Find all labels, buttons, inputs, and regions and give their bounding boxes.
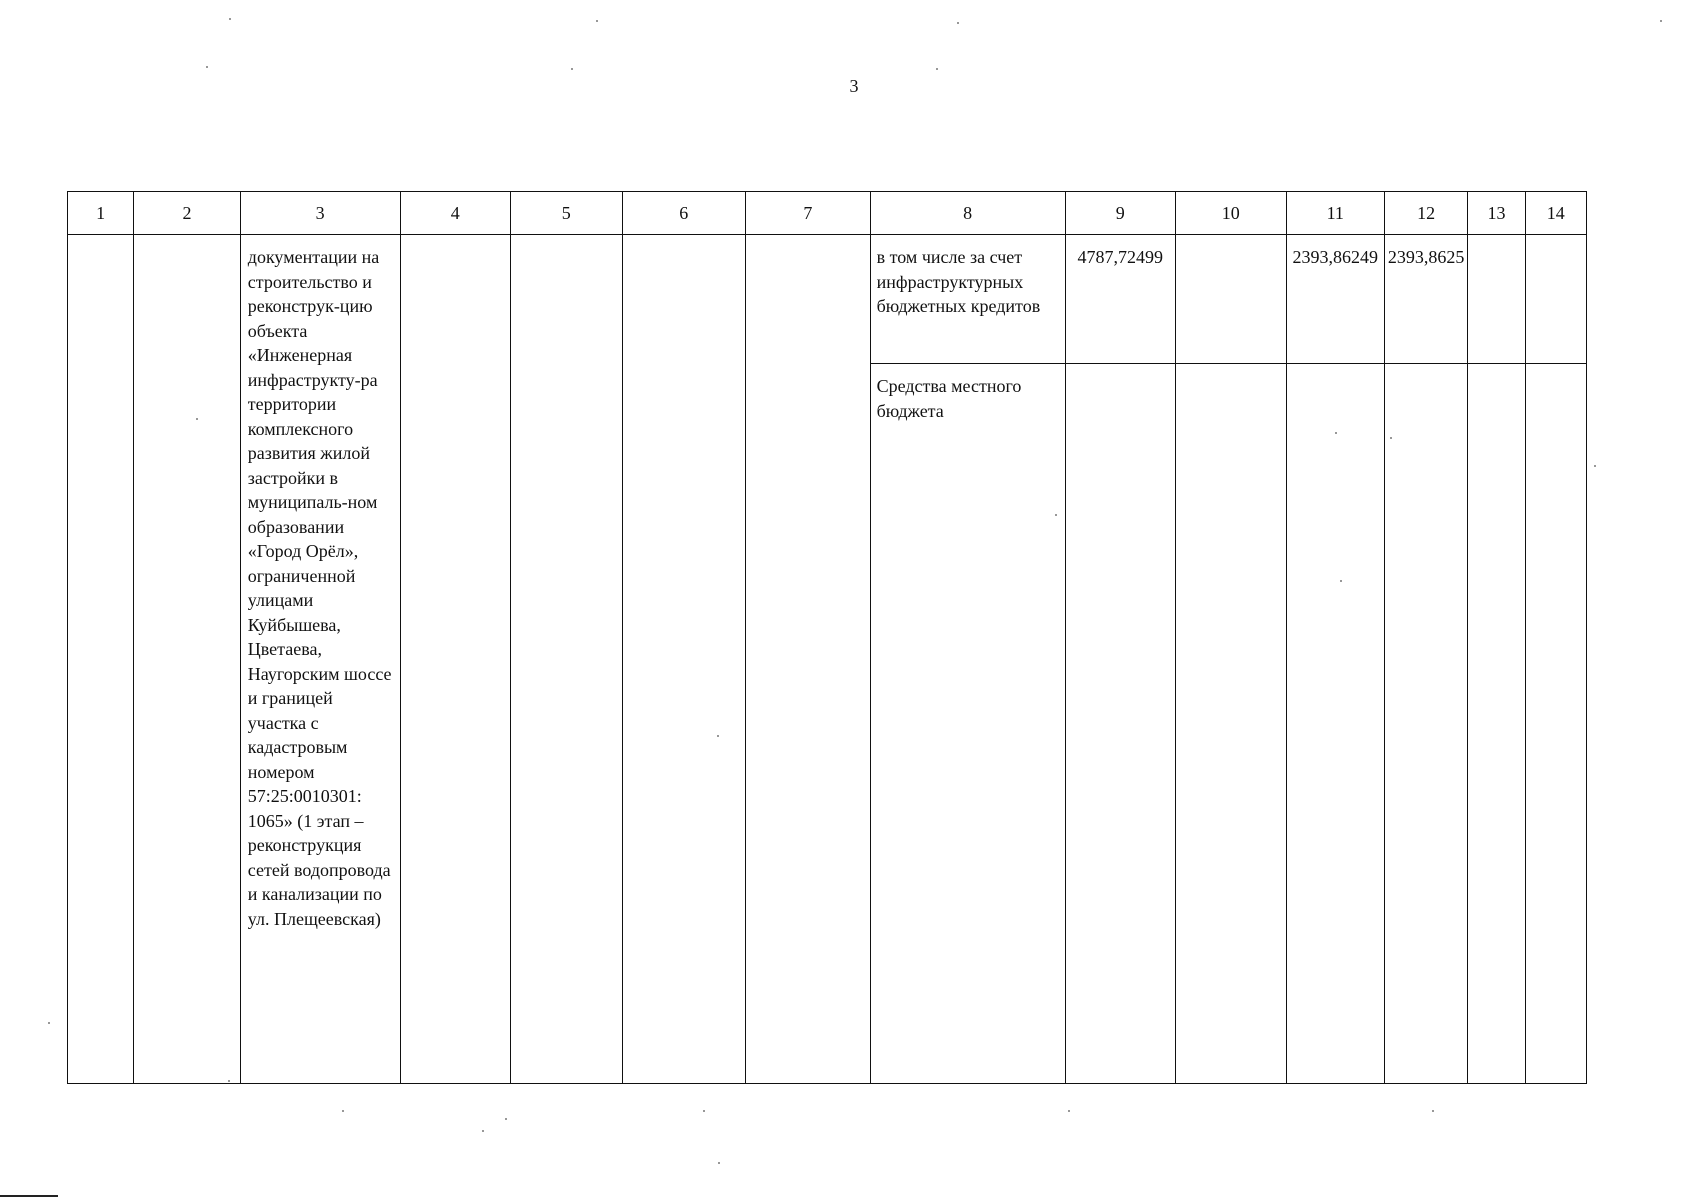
header-cell-1: 1 (68, 192, 134, 235)
header-cell-14: 14 (1525, 192, 1586, 235)
object-description-cell (240, 235, 400, 1084)
col10-cell (1176, 235, 1287, 364)
header-cell-8: 8 (870, 192, 1065, 235)
scan-edge-mark (0, 1195, 58, 1197)
funding-source: Средства местного бюджета (876, 376, 1026, 421)
header-cell-4: 4 (400, 192, 511, 235)
scan-speck (206, 66, 208, 68)
col14-cell (1525, 235, 1586, 364)
scan-speck (1432, 1110, 1434, 1112)
header-cell-9: 9 (1065, 192, 1176, 235)
scan-speck (1594, 465, 1596, 467)
scan-speck (703, 1110, 705, 1112)
header-cell-12: 12 (1384, 192, 1467, 235)
col14-cell (1525, 364, 1586, 1084)
col10-cell (1176, 364, 1287, 1084)
header-cell-11: 11 (1286, 192, 1384, 235)
col12-cell (1384, 235, 1467, 364)
page-number: 3 (849, 76, 859, 96)
cell-col6 (622, 235, 746, 1084)
col12-cell (1384, 364, 1467, 1084)
col9-cell (1065, 364, 1176, 1084)
scan-speck (718, 1162, 720, 1164)
cell-col1 (68, 235, 134, 1084)
scan-speck (1055, 514, 1057, 516)
col13-cell (1468, 235, 1525, 364)
cell-col2 (134, 235, 240, 1084)
scan-speck (1390, 437, 1392, 439)
col11-cell (1286, 364, 1384, 1084)
scan-speck (228, 1080, 230, 1082)
scan-speck (717, 735, 719, 737)
funding-source-cell (870, 364, 1065, 1084)
scan-speck (1340, 580, 1342, 582)
header-cell-10: 10 (1176, 192, 1287, 235)
funding-source: в том числе за счет инфраструктурных бюджетных кредитов (876, 247, 1041, 316)
header-row (68, 192, 1587, 235)
scan-speck (1068, 1110, 1070, 1112)
cell-col4 (400, 235, 511, 1084)
scan-speck (571, 68, 573, 70)
col9-value: 4787,72499 (1077, 247, 1164, 267)
header-cell-5: 5 (511, 192, 623, 235)
scan-speck (48, 1022, 50, 1024)
header-cell-6: 6 (622, 192, 746, 235)
col13-cell (1468, 364, 1525, 1084)
scan-speck (196, 418, 198, 420)
object-description: документации на строительство и реконструк-цию объекта «Инженерная инфраструкту-ра территории комплексного развития жилой застройки в муниципаль-ном образовании «Город Орёл», ограниченной улицами Куйбышева, Цветаева, Наугорским шоссе и границей участка с кадастровым номером 57:25:0010301: 1065» (1 этап – реконструкция сетей водопровода и канализации по ул. Плещеевская) (247, 247, 397, 929)
table-row (68, 235, 1587, 364)
col11-cell (1286, 235, 1384, 364)
scan-speck (1335, 432, 1337, 434)
funding-source-cell (870, 235, 1065, 364)
budget-table (67, 191, 1587, 1084)
scan-speck (596, 20, 598, 22)
scan-speck (229, 18, 231, 20)
scan-speck (936, 68, 938, 70)
scan-speck (1660, 20, 1662, 22)
header-cell-2: 2 (134, 192, 240, 235)
header-cell-7: 7 (746, 192, 871, 235)
header-cell-13: 13 (1468, 192, 1525, 235)
header-cell-3: 3 (240, 192, 400, 235)
scan-speck (957, 22, 959, 24)
cell-col7 (746, 235, 871, 1084)
col12-value: 2393,8625 (1387, 247, 1465, 267)
col9-cell (1065, 235, 1176, 364)
scan-speck (482, 1130, 484, 1132)
cell-col5 (511, 235, 623, 1084)
scan-speck (342, 1110, 344, 1112)
scan-speck (505, 1118, 507, 1120)
col11-value: 2393,86249 (1292, 247, 1378, 267)
